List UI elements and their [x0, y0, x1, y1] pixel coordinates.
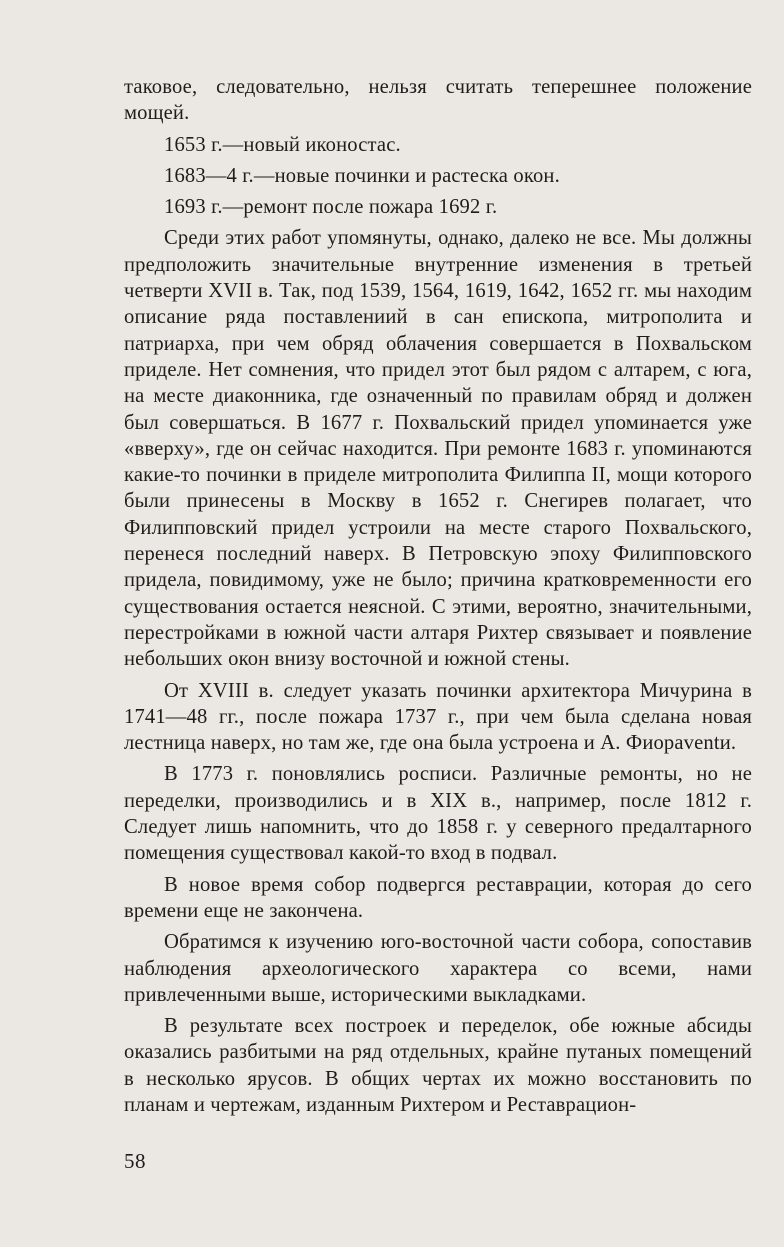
- paragraph: В 1773 г. поновлялись росписи. Различные ремонты, но не переделки, производились и в XIX в., например, после 1812 г. Следует лишь напомнить, что до 1858 г. у северного предалтарного помещения существовал какой-то вход в подвал.: [124, 763, 752, 865]
- paragraph: 1653 г.—новый иконостас.: [164, 133, 401, 156]
- paragraph: Среди этих работ упомянуты, однако, далеко не все. Мы должны предположить значительные внутренние изменения в третьей четверти XVII в. Так, под 1539, 1564, 1619, 1642, 1652 гг. мы находим описание ряда поставлениий в сан епископа, митрополита и патриарха, при чем обряд облачения совершается в Похвальском приделе. Нет сомнения, что придел этот был рядом с алтарем, с юга, на месте диаконника, где означенный по правилам обряд и должен был совершаться. В 1677 г. Похвальский придел упоминается уже «вверху», где он сейчас находится. При ремонте 1683 г. упоминаются какие-то починки в приделе митрополита Филиппа II, мощи которого были принесены в Москву в 1652 г. Снегирев полагает, что Филипповский придел устроили на месте старого Похвальского, перенеся последний наверх. В Петровскую эпоху Филипповского придела, повидимому, уже не было; причина кратковременности его существования остается неясной. С этими, вероятно, значительными, перестройками в южной части алтаря Рихтер связывает и появление небольших окон внизу восточной и южной стены.: [124, 227, 752, 671]
- paragraph: В результате всех построек и переделок, обе южные абсиды оказались разбитыми на ряд отдельных, крайне путаных помещений в несколько ярусов. В общих чертах их можно восстановить по планам и чертежам, изданным Рихтером и Реставрацион-: [124, 1015, 752, 1116]
- page-body-text: [124, 74, 752, 1118]
- paragraph: От XVIII в. следует указать починки архитектора Мичурина в 1741—48 гг., после пожара 1737 г., при чем была сделана новая лестница наверх, но там же, где она была устроена и А. Фиораventи.: [124, 679, 752, 755]
- page-number: 58: [124, 1149, 146, 1173]
- paragraph: Обратимся к изучению юго-восточной части собора, сопоставив наблюдения археологического характера со всеми, нами привлеченными выше, историческими выкладками.: [124, 931, 752, 1006]
- paragraph: В новое время собор подвергся реставрации, которая до сего времени еще не закончена.: [124, 873, 752, 922]
- paragraph: таковое, следовательно, нельзя считать теперешнее положение мощей.: [124, 76, 752, 125]
- paragraph: 1683—4 г.—новые починки и растеска окон.: [164, 164, 560, 187]
- paragraph: 1693 г.—ремонт после пожара 1692 г.: [164, 196, 498, 219]
